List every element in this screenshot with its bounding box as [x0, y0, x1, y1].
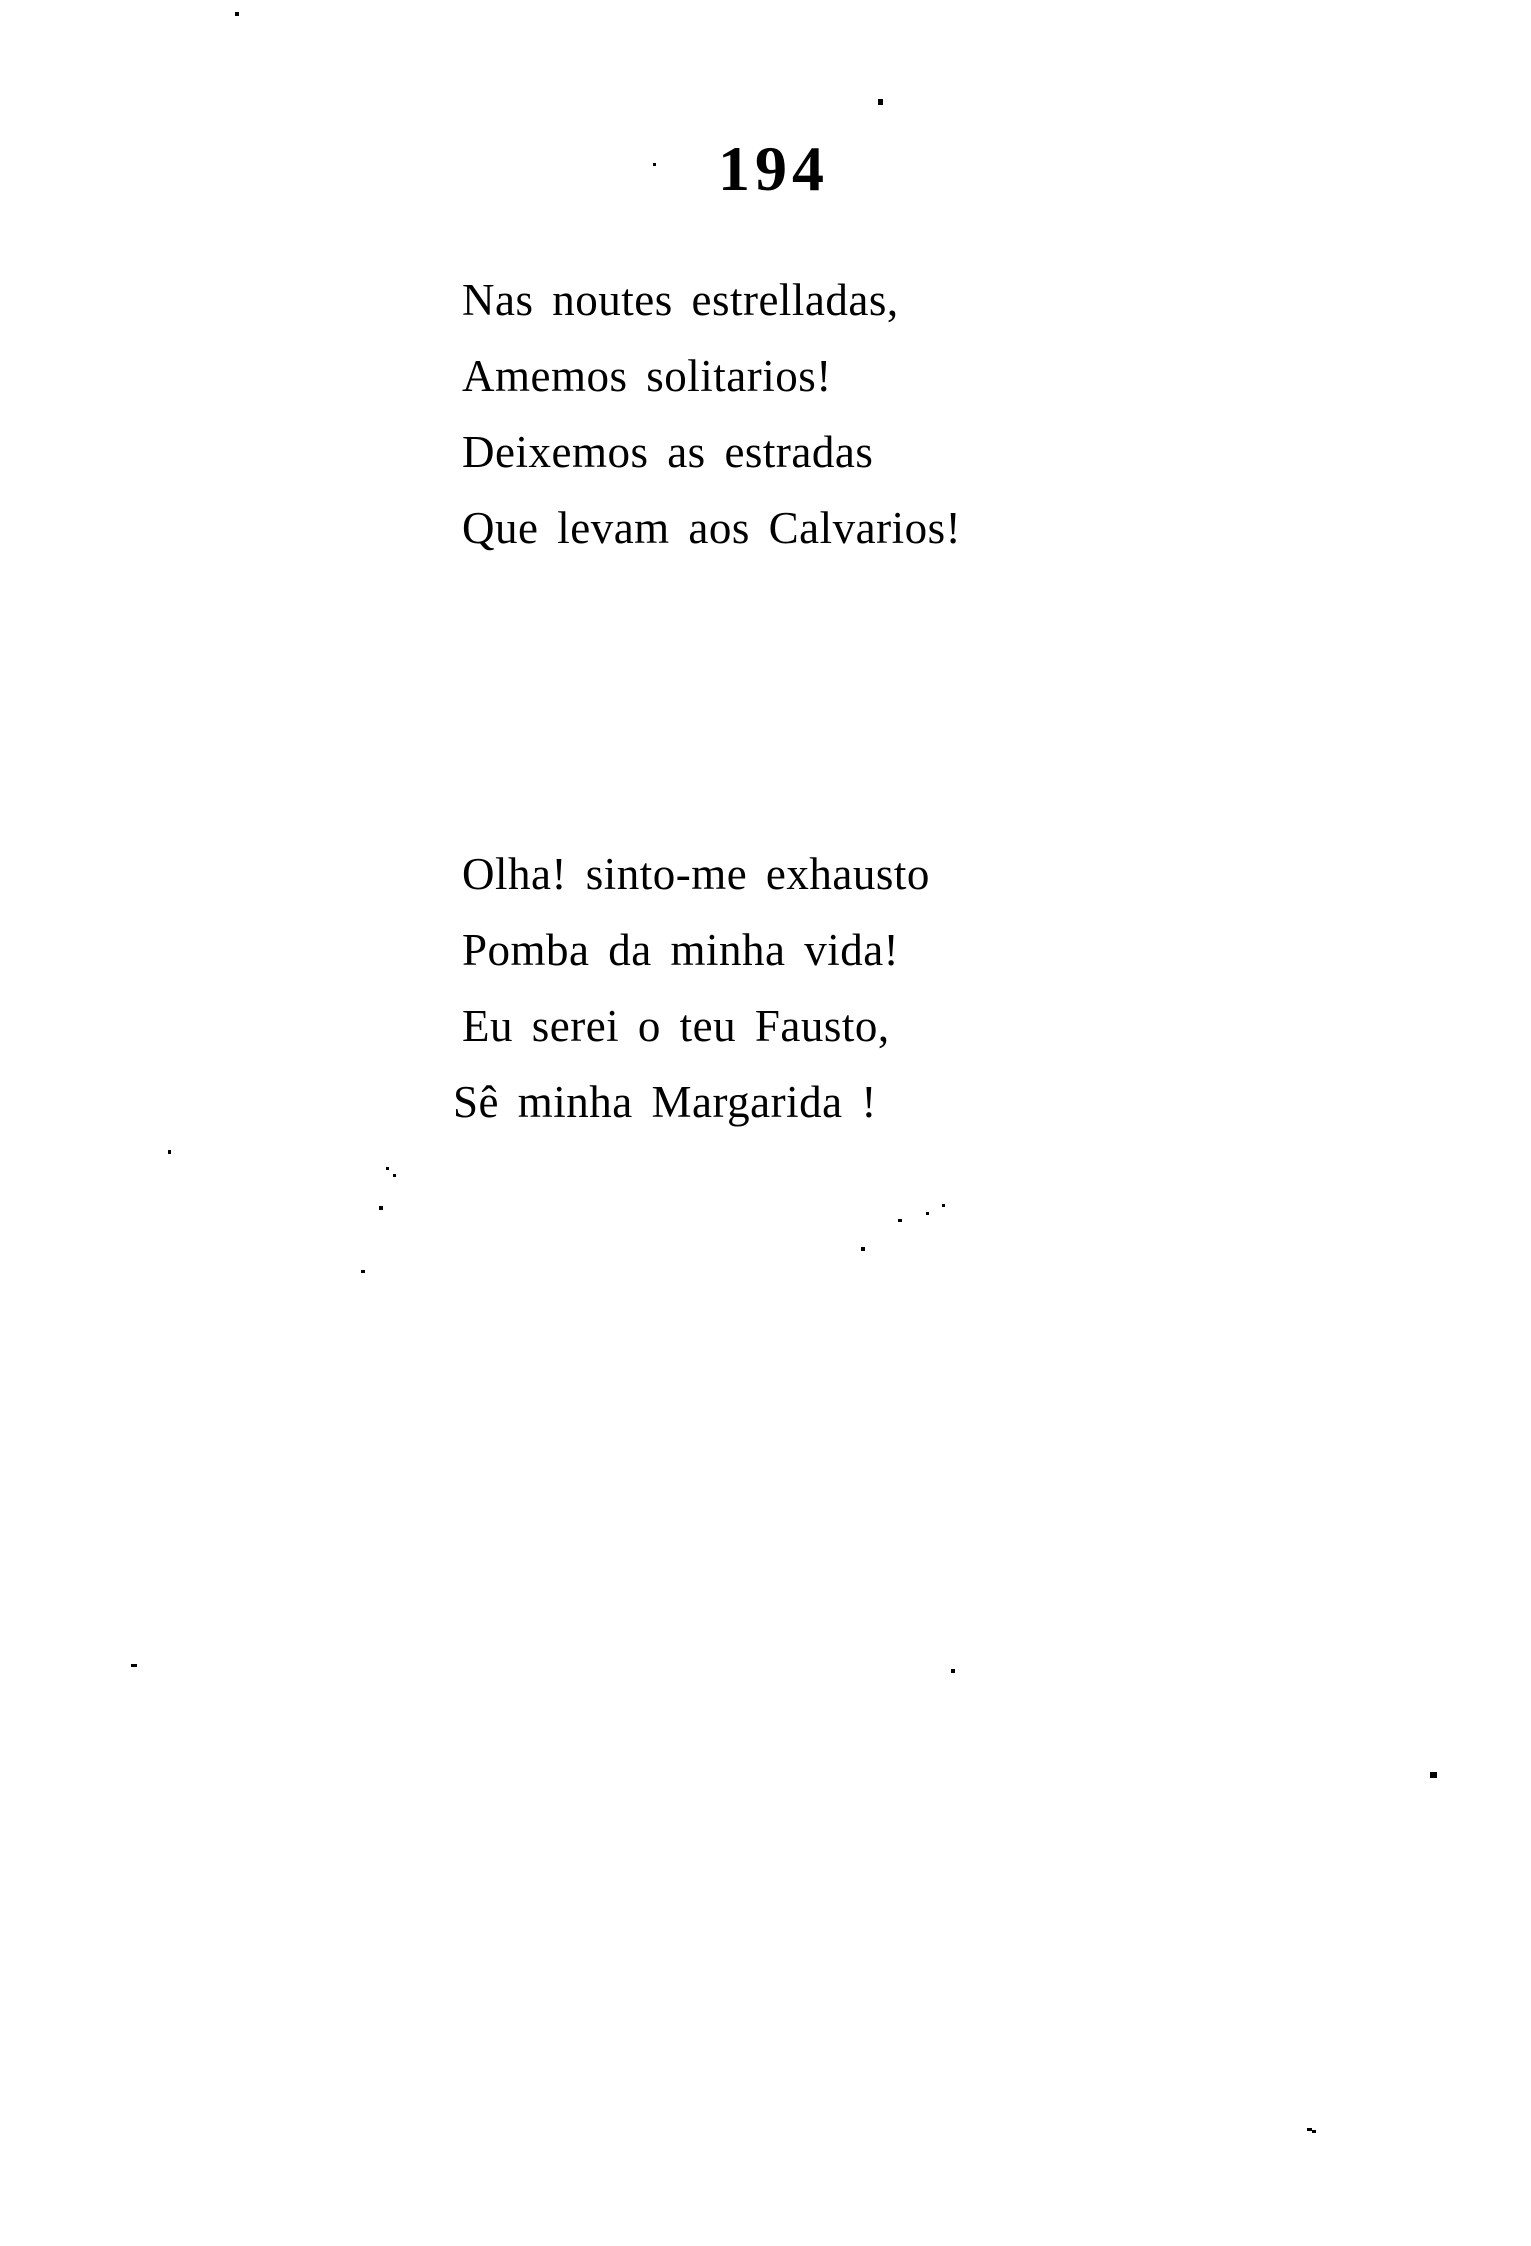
scan-speck — [131, 1664, 137, 1667]
scan-speck — [1430, 1772, 1437, 1778]
scan-speck — [386, 1167, 389, 1170]
scan-speck — [861, 1247, 865, 1251]
poem-line: Sê minha Margarida ! — [453, 1077, 877, 1127]
poem-line: Olha! sinto-me exhausto — [462, 849, 930, 899]
poem-line: Que levam aos Calvarios! — [462, 503, 962, 553]
scan-speck — [653, 163, 656, 166]
scan-speck — [951, 1669, 955, 1673]
poem-line: Eu serei o teu Fausto, — [462, 1001, 890, 1051]
page-number: 194 — [718, 133, 829, 204]
scan-speck — [942, 1204, 945, 1207]
poem-line: Deixemos as estradas — [462, 427, 874, 477]
scan-speck — [379, 1206, 383, 1210]
poem-line: Amemos solitarios! — [462, 351, 832, 401]
scan-speck — [898, 1219, 902, 1222]
scan-speck — [168, 1150, 171, 1154]
scan-speck — [926, 1212, 929, 1215]
poem-stanza-1 — [462, 262, 961, 566]
poem-line: Nas noutes estrelladas, — [462, 275, 899, 325]
scan-speck — [1312, 2130, 1316, 2133]
poem-stanza-2 — [453, 836, 930, 1140]
poem-line: Pomba da minha vida! — [462, 925, 900, 975]
scan-speck — [361, 1270, 365, 1273]
scan-speck — [393, 1174, 396, 1177]
scan-speck — [235, 12, 239, 16]
scan-speck — [878, 99, 883, 105]
